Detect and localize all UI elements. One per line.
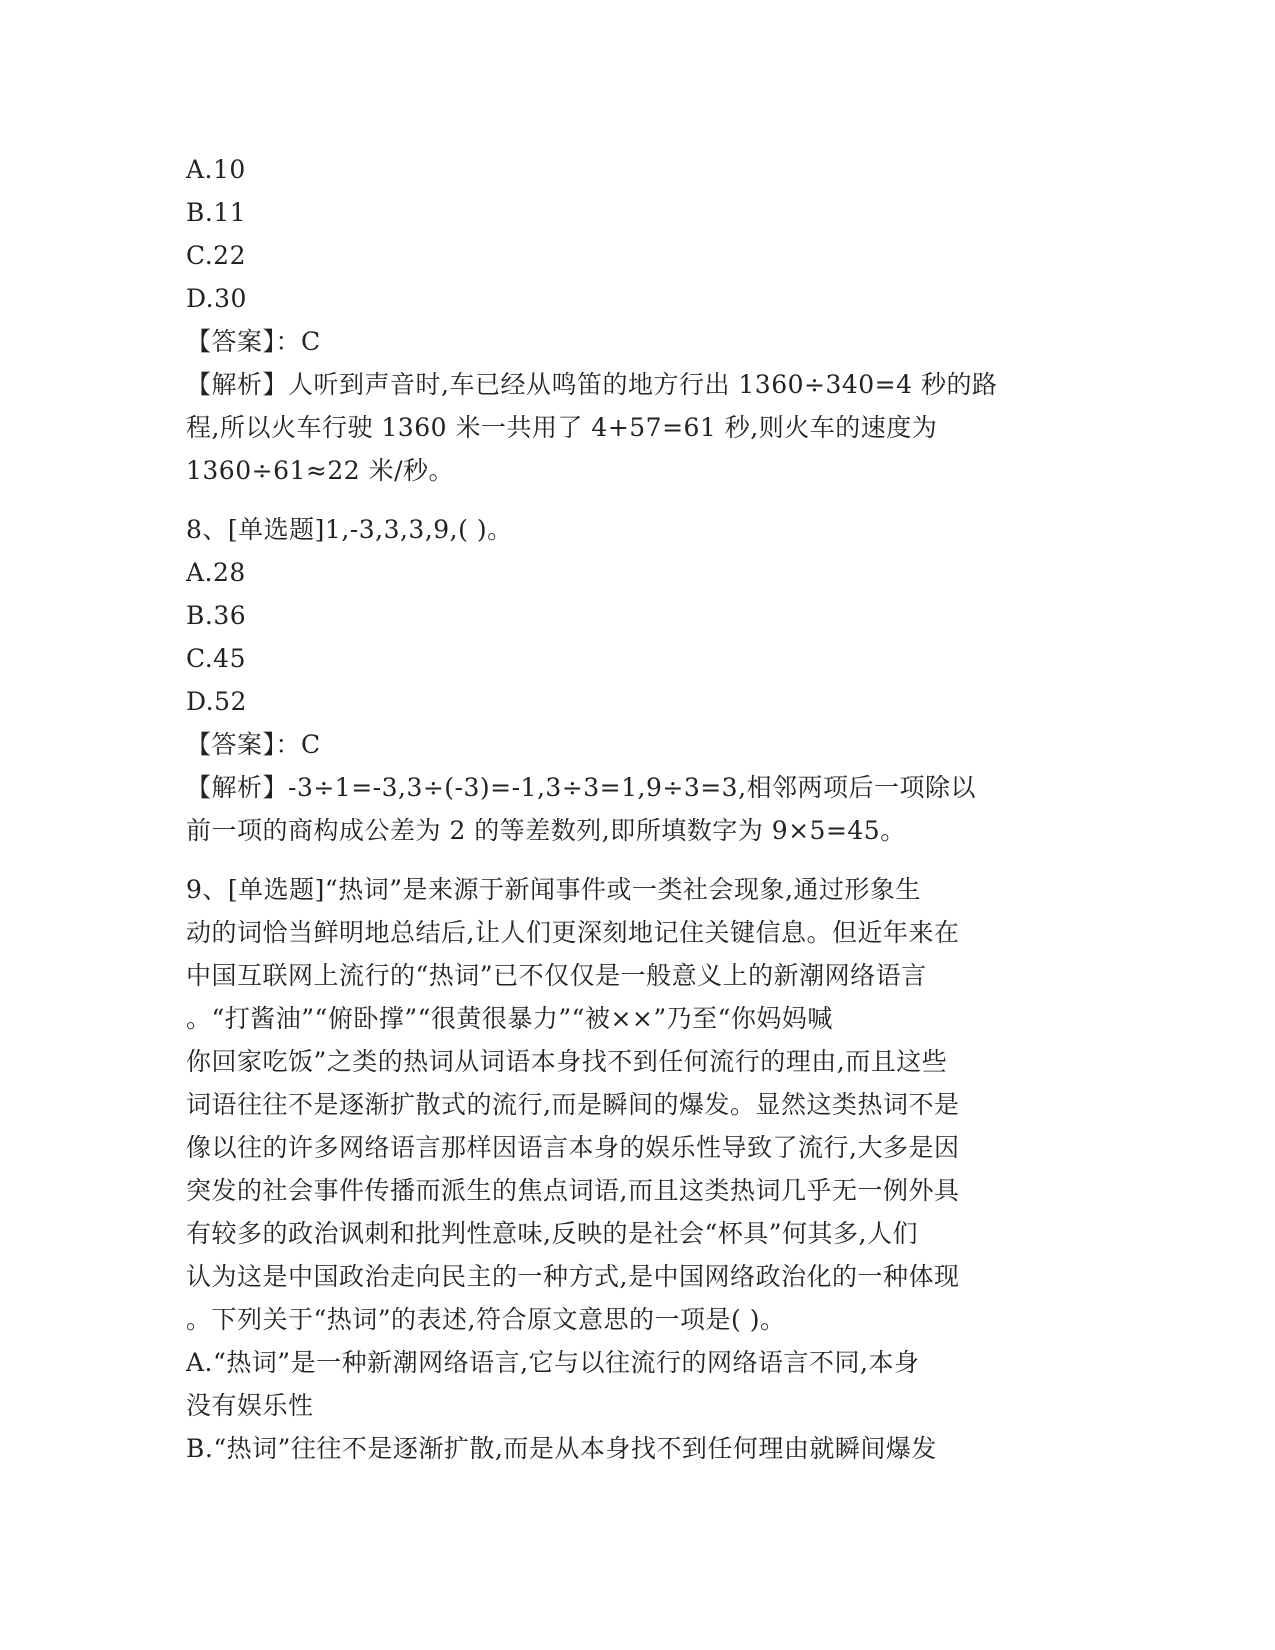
option-d: D.30 xyxy=(186,284,247,313)
question-stem-line: 突发的社会事件传播而派生的焦点词语,而且这类热词几乎无一例外具 xyxy=(186,1176,960,1205)
question-stem-line: 你回家吃饭”之类的热词从词语本身找不到任何流行的理由,而且这些 xyxy=(186,1047,948,1076)
question-stem-line: 9、[单选题]“热词”是来源于新闻事件或一类社会现象,通过形象生 xyxy=(186,875,921,904)
option-b: B.11 xyxy=(186,198,247,227)
question-stem-line: 像以往的许多网络语言那样因语言本身的娱乐性导致了流行,大多是因 xyxy=(186,1133,960,1162)
option-c: C.22 xyxy=(186,241,246,270)
option-a: A.28 xyxy=(186,558,246,587)
question-stem-line: 认为这是中国政治走向民主的一种方式,是中国网络政治化的一种体现 xyxy=(186,1262,960,1291)
question-stem-line: 有较多的政治讽刺和批判性意味,反映的是社会“杯具”何其多,人们 xyxy=(186,1219,918,1248)
analysis-line: 程,所以火车行驶 1360 米一共用了 4+57=61 秒,则火车的速度为 xyxy=(186,413,938,442)
option-c: C.45 xyxy=(186,644,246,673)
question-7-block xyxy=(186,148,1086,492)
analysis-line: 【解析】-3÷1=-3,3÷(-3)=-1,3÷3=1,9÷3=3,相邻两项后一项除以 xyxy=(186,773,977,802)
analysis-line: 1360÷61≈22 米/秒。 xyxy=(186,456,455,485)
option-a: A.10 xyxy=(186,155,246,184)
question-stem-line: 。下列关于“热词”的表述,符合原文意思的一项是( )。 xyxy=(186,1305,786,1334)
analysis-line: 【解析】人听到声音时,车已经从鸣笛的地方行出 1360÷340=4 秒的路 xyxy=(186,370,998,399)
question-9-block xyxy=(186,868,1086,1470)
question-stem: 8、[单选题]1,-3,3,3,9,( )。 xyxy=(186,515,513,544)
answer-line: 【答案】：C xyxy=(186,327,321,356)
option-b: B.“热词”往往不是逐渐扩散,而是从本身找不到任何理由就瞬间爆发 xyxy=(186,1434,937,1463)
question-stem-line: 中国互联网上流行的“热词”已不仅仅是一般意义上的新潮网络语言 xyxy=(186,961,927,990)
question-stem-line: 词语往往不是逐渐扩散式的流行,而是瞬间的爆发。显然这类热词不是 xyxy=(186,1090,960,1119)
spacer xyxy=(186,852,1086,868)
question-stem-line: 。“打酱油”“俯卧撑”“很黄很暴力”“被××”乃至“你妈妈喊 xyxy=(186,1004,833,1033)
question-8-block xyxy=(186,508,1086,852)
spacer xyxy=(186,492,1086,508)
question-stem-line: 动的词恰当鲜明地总结后,让人们更深刻地记住关键信息。但近年来在 xyxy=(186,918,960,947)
option-b: B.36 xyxy=(186,601,247,630)
option-d: D.52 xyxy=(186,687,247,716)
analysis-line: 前一项的商构成公差为 2 的等差数列,即所填数字为 9×5=45。 xyxy=(186,816,906,845)
option-a: A.“热词”是一种新潮网络语言,它与以往流行的网络语言不同,本身 xyxy=(186,1348,920,1377)
answer-line: 【答案】：C xyxy=(186,730,321,759)
option-a-continued: 没有娱乐性 xyxy=(186,1391,314,1420)
document-page xyxy=(186,148,1086,1470)
